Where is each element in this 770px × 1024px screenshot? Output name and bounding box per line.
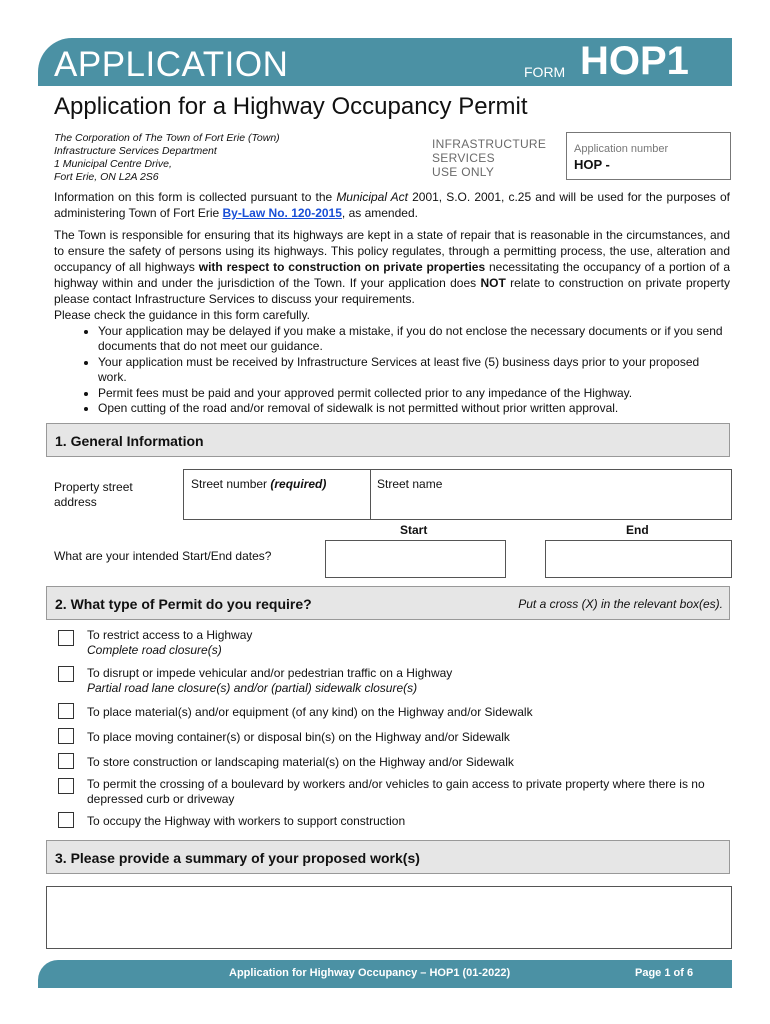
option-text: To disrupt or impede vehicular and/or pedestrian traffic on a Highway: [87, 666, 453, 680]
text: Street number: [191, 477, 271, 491]
org-line: Infrastructure Services Department: [54, 145, 217, 157]
organization-address: [54, 132, 280, 184]
section-instruction: Put a cross (X) in the relevant box(es).: [518, 597, 723, 611]
option-text: To restrict access to a Highway: [87, 628, 253, 642]
org-line: Fort Erie, ON L2A 2S6: [54, 171, 159, 183]
permit-option-boulevard-crossing: To permit the crossing of a boulevard by workers and/or vehicles to gain access to private property where there is no depressed curb or driveway: [87, 777, 705, 806]
text: The Town is responsible for ensuring that its highways are kept in a state of repair that is reasonable in the circumstances, and to ensure the safety of persons using its highways. This policy regulates, through a permitting process, the use, alteration and occupancy of all highways: [54, 228, 730, 274]
required-marker: (required): [270, 477, 327, 491]
permit-checkbox-disrupt-traffic[interactable]: [58, 666, 74, 682]
section-title: 2. What type of Permit do you require?: [55, 596, 312, 612]
text-bold: NOT: [480, 276, 506, 290]
infra-line: INFRASTRUCTURE: [432, 137, 547, 151]
guidance-list: [54, 324, 730, 417]
page-footer: [38, 960, 732, 988]
section-title: 1. General Information: [55, 433, 204, 449]
list-item: • Open cutting of the road and/or removal of sidewalk is not permitted without prior written approval.: [98, 401, 730, 417]
permit-checkbox-occupy-highway[interactable]: [58, 812, 74, 828]
org-line: 1 Municipal Centre Drive,: [54, 158, 172, 170]
street-name-field[interactable]: [370, 469, 732, 520]
section-title: 3. Please provide a summary of your proposed work(s): [55, 850, 420, 866]
section-permit-type-header: [46, 586, 730, 620]
intro-paragraph-responsibility: [54, 227, 730, 307]
permit-checkbox-store-materials[interactable]: [58, 753, 74, 769]
infrastructure-use-only-label: [432, 137, 546, 179]
permit-option-moving-containers: To place moving container(s) or disposal bin(s) on the Highway and/or Sidewalk: [87, 730, 510, 744]
permit-checkbox-restrict-access[interactable]: [58, 630, 74, 646]
org-line: The Corporation of The Town of Fort Erie (Town): [54, 132, 280, 144]
act-name: Municipal Act: [336, 190, 408, 204]
end-label: End: [626, 523, 649, 537]
intro-paragraph-collection: [54, 189, 730, 221]
application-number-field[interactable]: [566, 132, 731, 180]
option-subtext: Complete road closure(s): [87, 643, 222, 657]
text: necessitating the occupancy of a portion of a highway within and under the jurisdiction of the Town. If your application does: [54, 260, 730, 290]
form-banner: [38, 38, 732, 86]
end-date-input[interactable]: [545, 540, 732, 578]
footer-form-title: Application for Highway Occupancy – HOP1 (01-2022): [229, 967, 511, 979]
permit-option-occupy-highway: To occupy the Highway with workers to support construction: [87, 814, 406, 828]
page-title: Application for a Highway Occupancy Permit: [54, 93, 528, 120]
list-item: • Permit fees must be paid and your approved permit collected prior to any impedance of the Highway.: [98, 386, 730, 402]
text: , as amended.: [341, 206, 418, 220]
text: relate to construction on private property please contact Infrastructure Services to discuss your requirements.: [54, 276, 730, 306]
text: 2001, S.O. 2001, c.25 and will be used for the purposes of administering Town of Fort Erie: [54, 190, 730, 220]
banner-application-text: APPLICATION: [54, 45, 289, 84]
section-general-information-header: [46, 423, 730, 457]
option-subtext: Partial road lane closure(s) and/or (partial) sidewalk closure(s): [87, 681, 418, 695]
permit-checkbox-boulevard-crossing[interactable]: [58, 778, 74, 794]
permit-option-disrupt-traffic: [87, 666, 452, 696]
permit-checkbox-moving-containers[interactable]: [58, 728, 74, 744]
property-address-label: Property street address: [54, 480, 133, 509]
list-item: • Your application must be received by Infrastructure Services at least five (5) business days prior to your proposed work.: [98, 355, 730, 386]
infra-line: SERVICES: [432, 151, 495, 165]
permit-option-store-materials: To store construction or landscaping material(s) on the Highway and/or Sidewalk: [87, 755, 514, 769]
text: Information on this form is collected pursuant to the: [54, 190, 337, 204]
footer-page-number: Page 1 of 6: [635, 967, 694, 979]
application-number-label: Application number: [574, 143, 669, 155]
infra-line: USE ONLY: [432, 165, 495, 179]
street-name-label: Street name: [377, 477, 443, 491]
street-number-label: [191, 477, 326, 491]
permit-checkbox-place-materials[interactable]: [58, 703, 74, 719]
section-summary-header: [46, 840, 730, 874]
application-number-value: HOP -: [574, 157, 610, 172]
start-date-input[interactable]: [325, 540, 506, 578]
permit-option-restrict-access: [87, 628, 252, 658]
work-summary-textarea[interactable]: [46, 886, 732, 949]
list-item: • Your application may be delayed if you make a mistake, if you do not enclose the necessary documents or if you send documents that do not meet our guidance.: [98, 324, 730, 355]
street-number-field[interactable]: [183, 469, 371, 520]
banner-form-label: FORM: [524, 64, 566, 80]
text-bold: with respect to construction on private properties: [198, 260, 486, 274]
bylaw-link[interactable]: By-Law No. 120-2015: [222, 206, 342, 220]
permit-option-place-materials: To place material(s) and/or equipment (of any kind) on the Highway and/or Sidewalk: [87, 705, 533, 719]
banner-form-code: HOP1: [580, 39, 689, 83]
guidance-intro: Please check the guidance in this form carefully.: [54, 308, 310, 322]
dates-question: What are your intended Start/End dates?: [54, 549, 272, 563]
guidance-block: [54, 308, 730, 417]
start-label: Start: [400, 523, 428, 537]
